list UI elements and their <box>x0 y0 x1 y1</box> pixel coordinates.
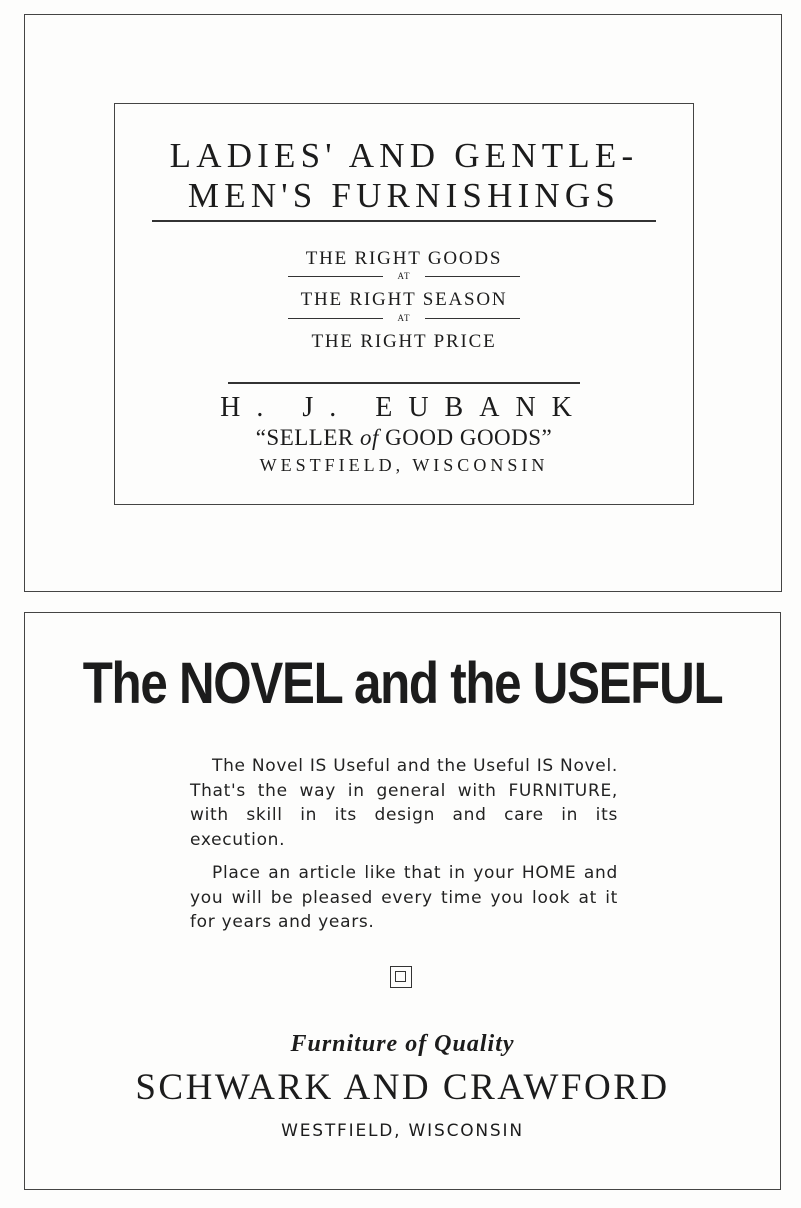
tagline-goods: THE RIGHT GOODS <box>305 248 503 269</box>
connector-word: AT <box>397 271 411 281</box>
square-ornament-icon <box>390 966 412 988</box>
firm-location: WESTFIELD, WISCONSIN <box>281 1121 524 1141</box>
merchant-slogan <box>115 425 693 451</box>
tagline-connector-1 <box>288 271 520 281</box>
slogan-italic-of: of <box>360 425 379 450</box>
heading-line-2: MEN'S FURNISHINGS <box>187 176 621 215</box>
tagline-connector-2 <box>288 313 520 323</box>
ad-subtitle: Furniture of Quality <box>290 1031 515 1057</box>
name-rule <box>228 382 580 384</box>
connector-word: AT <box>397 313 411 323</box>
heading-rule <box>152 220 656 222</box>
slogan-part: GOOD GOODS” <box>378 425 553 450</box>
schwark-crawford-advertisement <box>24 612 781 1190</box>
tagline-price: THE RIGHT PRICE <box>311 331 497 352</box>
merchant-location: WESTFIELD, WISCONSIN <box>259 455 549 475</box>
ad-body <box>190 754 618 944</box>
connector-rule-right <box>425 318 520 319</box>
eubank-inner-frame <box>114 103 694 505</box>
slogan-part: “SELLER <box>255 425 360 450</box>
tagline-season: THE RIGHT SEASON <box>300 289 508 310</box>
eubank-advertisement <box>24 14 782 592</box>
body-paragraph-1: The Novel IS Useful and the Useful IS Novel. That's the way in general with FURNITURE, with skill in its design and care in its execution. <box>190 756 618 850</box>
firm-name: SCHWARK AND CRAWFORD <box>135 1067 670 1108</box>
heading-line-1: LADIES' AND GENTLE- <box>169 136 639 175</box>
body-paragraph-2: Place an article like that in your HOME and you will be pleased every time you look at it for years and years. <box>190 863 618 932</box>
connector-rule-right <box>425 276 520 277</box>
merchant-name: H. J. EUBANK <box>220 392 588 423</box>
ad-title: The NOVEL and the USEFUL <box>82 651 723 716</box>
